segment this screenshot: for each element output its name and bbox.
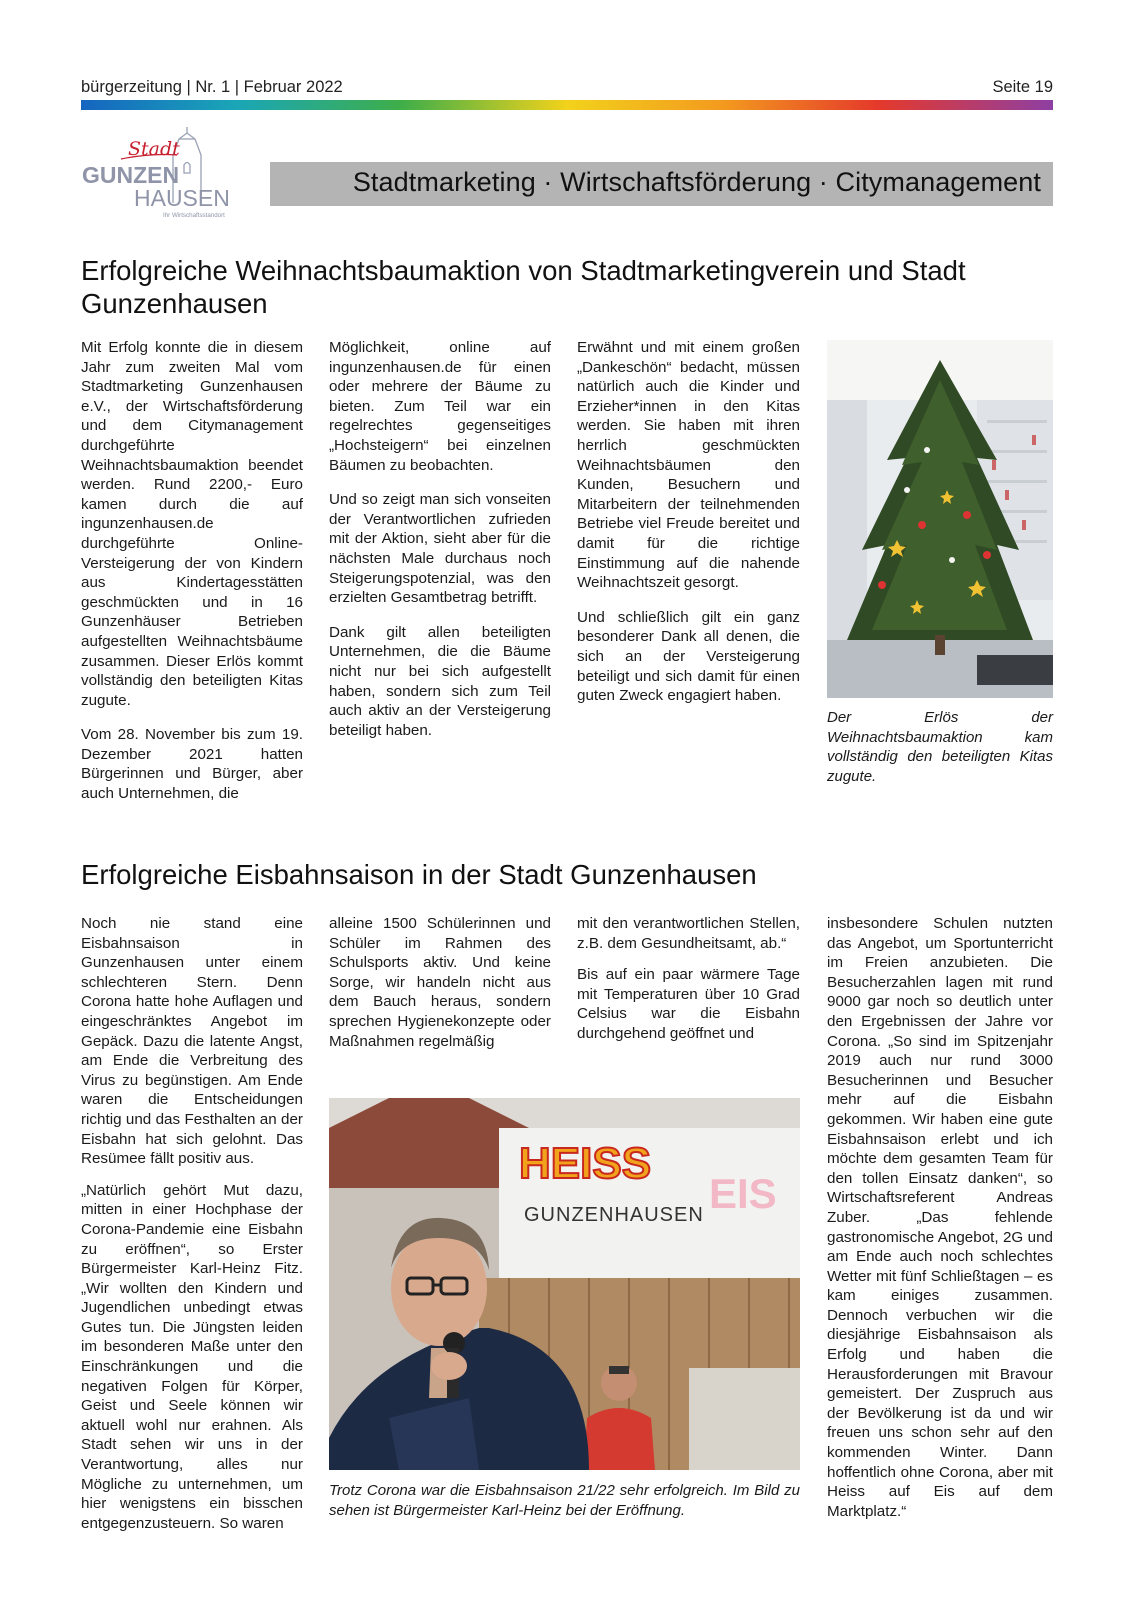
logo-line1: GUNZEN — [82, 162, 180, 188]
article2-column-1 — [81, 914, 303, 1548]
article1-col2-paragraph-2: Und so zeigt man sich vonseiten der Verantwortlichen zufrieden mit der Aktion, sieht aber für die nächsten Male durchaus noch Steigerungspotenzial, was den erzielten Gesamtbetrag betrifft. — [329, 491, 551, 607]
sign-town-text: GUNZENHAUSEN — [524, 1204, 704, 1226]
christmas-tree-photo — [827, 340, 1053, 698]
logo-script-word: Stadt — [128, 138, 180, 160]
logo-line2: HAUSEN — [134, 185, 230, 211]
article2-headline: Erfolgreiche Eisbahnsaison in der Stadt Gunzenhausen — [81, 859, 757, 890]
issue-info: bürgerzeitung | Nr. 1 | Februar 2022 — [81, 78, 343, 96]
article1-col3-paragraph-1: Erwähnt und mit einem großen „Dankeschön“ bedacht, müssen natürlich auch die Kinder und Erzieher*innen in den Kitas werden. Sie haben mit ihren herrlich geschmückten Weihnachtsbäumen den Kunden, Besuchern und Mitarbeitern der teilnehmenden Betriebe viel Freude bereitet und damit für die richtige Einstimmung auf die nahende Weihnachtszeit gesorgt. — [577, 339, 800, 592]
christmas-tree-image — [827, 340, 1053, 698]
ice-rink-caption: Trotz Corona war die Eisbahnsaison 21/22 sehr erfolgreich. Im Bild zu sehen ist Bürgermeister Karl-Heinz bei der Eröffnung. — [329, 1482, 800, 1519]
article2-col4-paragraph-1: insbesondere Schulen nutzten das Angebot, um Sportunterricht im Freien anzubieten. Die Besucherzahlen lagen mit rund 9000 gar noch so deutlich unter den Ergebnissen der Jahre vor Corona. „So sind im Spitzenjahr 2019 auch nur rund 3000 Besucherinnen und Besucher mehr auf die Eisbahn gekommen. Wir haben eine gute Eisbahnsaison erlebt und ich möchte dem gesamten Team für den tollen Einsatz danken“, so Wirtschaftsreferent Andreas Zuber. „Das fehlende gastronomische Angebot, 2G und am Ende auch noch schlechtes Wetter mit fünf Schließtagen – es kam einiges zusammen. Dennoch verbuchen wir die diesjährige Eisbahnsaison als Erfolg und haben die Herausforderungen mit Bravour gemeistert. Der Zuspruch aus der Bevölkerung ist da und wir freuen uns schon sehr auf den kommenden Winter. Dann hoffentlich ohne Corona, aber mit Heiss auf Eis auf dem Marktplatz.“ — [827, 915, 1053, 1520]
article1-col1-paragraph-2: Vom 28. November bis zum 19. Dezember 2021 hatten Bürgerinnen und Bürger, aber auch Unternehmen, die — [81, 726, 303, 803]
logo-tagline: Ihr Wirtschaftsstandort — [163, 212, 225, 219]
article1-col1-paragraph-1: Mit Erfolg konnte die in diesem Jahr zum zweiten Mal vom Stadtmarketing Gunzenhausen e.V., der Wirtschaftsförderung und dem Citymanagement durchgeführte Weihnachtsbaumaktion beendet werden. Rund 2200,- Euro kamen durch die auf ingunzenhausen.de durchgeführte Online-Versteigerung der von Kindern aus Kindertagesstätten geschmückten und in 16 Gunzenhäuser Betrieben aufgestellten Weihnachtsbäume zusammen. Dieser Erlös kommt vollständig den beteiligten Kitas zugute. — [81, 339, 303, 709]
rainbow-rule — [81, 100, 1053, 110]
article1-column-1 — [81, 338, 303, 819]
christmas-tree-caption: Der Erlös der Weihnachtsbaumaktion kam vollständig den beteiligten Kitas zugute. — [827, 709, 1053, 785]
article1-column-3 — [577, 338, 800, 721]
article1-col2-paragraph-1: Möglichkeit, online auf ingunzenhausen.de für einen oder mehrere der Bäume zu bieten. Zum Teil war ein regelrechtes gegenseitiges „Hochsteigern“ bei einzelnen Bäumen zu beobachten. — [329, 339, 551, 474]
article1-col3-paragraph-2: Und schließlich gilt ein ganz besonderer Dank all denen, die sich an der Versteigerung beteiligt und sich damit für einen guten Zweck engagiert haben. — [577, 608, 800, 705]
sign-brand-text: HEISS — [519, 1139, 652, 1188]
ice-rink-opening-image — [329, 1098, 800, 1470]
article2-col3-paragraph-1: mit den verantwortlichen Stellen, z.B. dem Gesundheitsamt, ab.“ — [577, 915, 800, 952]
section-bar — [270, 162, 1053, 206]
page-number: Seite 19 — [992, 78, 1053, 96]
running-header — [81, 78, 1053, 100]
article2-col3-paragraph-2: Bis auf ein paar wärmere Tage mit Temperaturen über 10 Grad Celsius war die Eisbahn durchgehend geöffnet und — [577, 966, 800, 1042]
sign-eis-text: EIS — [709, 1170, 777, 1217]
article1-col2-paragraph-3: Dank gilt allen beteiligten Unternehmen, die die Bäume nicht nur bei sich aufgestellt haben, sondern sich zum Teil auch aktiv an der Versteigerung beteiligt haben. — [329, 623, 551, 739]
article2-col2-paragraph-1: alleine 1500 Schülerinnen und Schüler im Rahmen des Schulsports aktiv. Und keine Sorge, wir handeln nicht aus dem Bauch heraus, sondern sprechen Hygienekonzepte oder Maßnahmen regelmäßig — [329, 915, 551, 1050]
article2-col1-paragraph-2: „Natürlich gehört Mut dazu, mitten in einer Hochphase der Corona-Pandemie eine Eisbahn zu eröffnen“, so Erster Bürgermeister Karl-Heinz Fitz. „Wir wollten den Kindern und Jugendlichen unbedingt etwas Gutes tun. Die Jüngsten leiden im besonderen Maße unter den Einschränkungen und die negativen Folgen für Körper, Geist und Seele können wir aktuell wohl nur erahnen. Als Stadt sehen wir uns in der Verantwortung, alles nur Mögliche zu unternehmen, um hier wenigstens ein bisschen entgegenzusteuern. So waren — [81, 1181, 303, 1532]
city-logo — [81, 125, 231, 223]
article1-headline: Erfolgreiche Weihnachtsbaumaktion von Stadtmarketingverein und Stadt Gunzenhausen — [81, 255, 966, 319]
section-title: Stadtmarketing · Wirtschaftsförderung · Citymanagement — [352, 167, 1041, 197]
article2-column-4 — [827, 914, 1053, 1536]
ice-rink-opening-photo — [329, 1098, 800, 1470]
city-logo-graphic — [81, 125, 231, 223]
article2-column-3 — [577, 914, 800, 1059]
article1-column-2 — [329, 338, 551, 755]
article2-col1-paragraph-1: Noch nie stand eine Eisbahnsaison in Gunzenhausen unter einem schlechteren Stern. Denn Corona hatte hohe Auflagen und eingeschränktes Angebot im Gepäck. Dazu die latente Angst, am Ende die Verbreitung des Virus zu begünstigen. Am Ende waren die Entscheidungen richtig und das Festhalten an der Eisbahn hat sich gelohnt. Das Resümee fällt positiv aus. — [81, 915, 303, 1168]
article2-column-2 — [329, 914, 551, 1066]
